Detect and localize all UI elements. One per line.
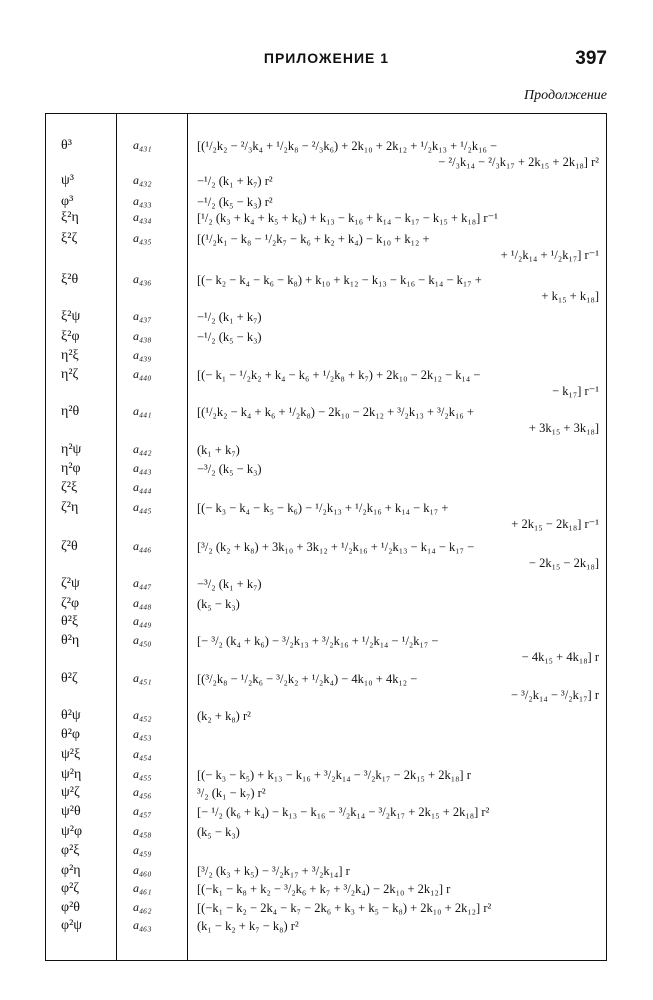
coefficient-cell: a₄₃₅ [133,231,152,245]
variable-cell: φ³ [61,194,74,209]
variable-cell: θ²ζ [61,671,78,686]
variable-cell: ψ³ [61,173,74,188]
continued-label: Продолжение [524,88,607,103]
variable-cell: ξ²η [61,210,79,225]
variable-cell: ψ²η [61,767,82,782]
expression-cell [197,767,599,783]
coefficient-cell: a₄₅₂ [133,708,152,722]
expression-line: [− ¹/₂ (k₆ + k₄) − k₁₃ − k₁₆ − ³/₂k₁₄ − ³/₂k₁₇ + 2k₁₅ + 2k₁₈] r² [197,805,490,819]
expression-cell [197,309,599,325]
variable-cell: η²ζ [61,367,79,382]
coefficient-cell: a₄₃₂ [133,173,152,187]
variable-cell: η²φ [61,461,81,476]
expression-line: + ¹/₂k₁₄ + ¹/₂k₁₇] r⁻¹ [500,248,599,262]
expression-line: [(−k₁ − k₂ − 2k₄ − k₇ − 2k₆ + k₃ + k₅ − k₈) + 2k₁₀ + 2k₁₂] r² [197,901,492,915]
expression-cell [197,804,599,820]
variable-cell: θ²ξ [61,614,79,629]
coefficient-cell: a₄₄₈ [133,596,152,610]
variable-cell: η²ψ [61,442,82,457]
expression-line: + 3k₁₅ + 3k₁₈] [528,421,599,435]
coefficient-cell: a₄₄₁ [133,404,152,418]
page-header-title: ПРИЛОЖЕНИЕ 1 [263,50,390,66]
expression-line: + 2k₁₅ − 2k₁₈] r⁻¹ [511,517,599,531]
expression-line: [³/₂ (k₂ + k₈) + 3k₁₀ + 3k₁₂ + ¹/₂k₁₆ + ¹/₂k₁₃ − k₁₄ − k₁₇ − [197,540,475,554]
variable-cell: θ²ψ [61,708,81,723]
expression-line: − ³/₂k₁₄ − ³/₂k₁₇] r [510,688,599,702]
variable-cell: ζ²η [61,500,79,515]
expression-cell [197,576,599,592]
expression-cell [197,539,599,571]
coefficient-cell: a₄₄₇ [133,576,152,590]
expression-cell [197,596,599,612]
expression-line: − 2k₁₅ − 2k₁₈] [528,556,599,570]
coefficient-cell: a₄₄₄ [133,480,152,494]
expression-line: [(¹/₂k₂ − k₄ + k₆ + ¹/₂k₈) − 2k₁₀ − 2k₁₂ + ³/₂k₁₃ + ³/₂k₁₆ + [197,405,474,419]
expression-line: −¹/₂ (k₅ − k₃) [197,330,262,344]
expression-cell [197,881,599,897]
expression-cell [197,173,599,189]
coefficient-cell: a₄₅₅ [133,767,152,781]
coefficient-cell: a₄₃₄ [133,210,152,224]
expression-line: −¹/₂ (k₁ + k₇) r² [197,174,273,188]
coefficient-cell: a₄₆₀ [133,863,152,877]
variable-cell: η²ξ [61,348,79,363]
variable-cell: ζ²θ [61,539,78,554]
coefficient-cell: a₄₅₁ [133,671,152,685]
variable-cell: ψ²ξ [61,747,81,762]
variable-cell: φ²ζ [61,881,80,896]
variable-cell: θ²φ [61,727,80,742]
variable-cell: ψ²ζ [61,785,80,800]
coefficient-cell: a₄₅₇ [133,804,152,818]
expression-cell [197,863,599,879]
coefficient-cell: a₄₃₇ [133,309,152,323]
expression-line: − k₁₇] r⁻¹ [552,384,599,398]
variable-cell: ζ²ψ [61,576,80,591]
expression-line: [(−k₁ − k₈ + k₂ − ³/₂k₆ + k₇ + ³/₂k₄) − 2k₁₀ + 2k₁₂] r [197,882,451,896]
variable-cell: η²θ [61,404,80,419]
coefficient-cell: a₄₃₁ [133,138,152,152]
variable-cell: θ³ [61,138,72,153]
variable-cell: ζ²φ [61,596,80,611]
expression-cell [197,442,599,458]
coefficient-cell: a₄₆₃ [133,918,152,932]
coefficient-cell: a₄₄₀ [133,367,152,381]
coefficient-cell: a₄₄₆ [133,539,152,553]
coefficient-cell: a₄₃₈ [133,329,152,343]
expression-cell [197,367,599,399]
expression-cell [197,785,599,801]
expression-cell [197,900,599,916]
expression-line: [³/₂ (k₃ + k₅) − ³/₂k₁₇ + ³/₂k₁₄] r [197,864,350,878]
expression-line: (k₁ − k₂ + k₇ − k₈) r² [197,919,299,933]
coefficient-cell: a₄₅₀ [133,633,152,647]
expression-line: − ²/₃k₁₄ − ²/₃k₁₇ + 2k₁₅ + 2k₁₈] r² [438,155,599,169]
expression-cell [197,918,599,934]
expression-cell [197,633,599,665]
coefficient-cell: a₄₃₆ [133,272,152,286]
expression-line: −¹/₂ (k₁ + k₇) [197,310,262,324]
expression-line: + k₁₅ + k₁₈] [541,289,599,303]
coefficient-cell: a₄₄₃ [133,461,152,475]
variable-cell: φ²θ [61,900,80,915]
expression-line: −¹/₂ (k₅ − k₃) r² [197,195,273,209]
expression-line: [(³/₂k₈ − ¹/₂k₆ − ³/₂k₂ + ¹/₂k₄) − 4k₁₀ + 4k₁₂ − [197,672,418,686]
coefficient-cell: a₄₃₃ [133,194,152,208]
expression-line: [(− k₂ − k₄ − k₆ − k₈) + k₁₀ + k₁₂ − k₁₃ − k₁₆ − k₁₄ − k₁₇ + [197,273,482,287]
variable-cell: ψ²φ [61,824,83,839]
expression-cell [197,461,599,477]
variable-cell: φ²ψ [61,918,83,933]
expression-line: [(¹/₂k₁ − k₈ − ¹/₂k₇ − k₆ + k₂ + k₄) − k₁₀ + k₁₂ + [197,232,430,246]
variable-cell: ξ²ζ [61,231,78,246]
variable-cell: ξ²θ [61,272,79,287]
coefficient-cell: a₄₄₅ [133,500,152,514]
coefficient-cell: a₄₅₄ [133,747,152,761]
expression-line: −³/₂ (k₅ − k₃) [197,462,262,476]
variable-cell: φ²ξ [61,843,80,858]
expression-cell [197,210,599,226]
coefficient-cell: a₄₃₉ [133,348,152,362]
variable-cell: ξ²φ [61,329,80,344]
coefficient-cell: a₄₅₉ [133,843,152,857]
coefficient-cell: a₄₅₈ [133,824,152,838]
expression-line: (k₅ − k₃) [197,825,240,839]
expression-cell [197,194,599,210]
expression-line: (k₁ + k₇) [197,443,240,457]
coefficient-cell: a₄₆₂ [133,900,152,914]
expression-cell [197,671,599,703]
coefficient-cell: a₄₅₆ [133,785,152,799]
coefficient-cell: a₄₄₂ [133,442,152,456]
variable-cell: ζ²ξ [61,480,78,495]
expression-cell [197,329,599,345]
expression-cell [197,708,599,724]
expression-line: − 4k₁₅ + 4k₁₈] r [521,650,599,664]
expression-line: (k₅ − k₃) [197,597,240,611]
coefficient-cell: a₄₅₃ [133,727,152,741]
expression-line: [(¹/₂k₂ − ²/₃k₄ + ¹/₂k₈ − ²/₃k₆) + 2k₁₀ + 2k₁₂ + ¹/₂k₁₃ + ¹/₂k₁₆ − [197,139,498,153]
expression-line: ³/₂ (k₁ − k₇) r² [197,786,266,800]
expression-line: [− ³/₂ (k₄ + k₆) − ³/₂k₁₃ + ³/₂k₁₆ + ¹/₂k₁₄ − ¹/₂k₁₇ − [197,634,439,648]
coefficient-cell: a₄₆₁ [133,881,152,895]
expression-line: [(− k₁ − ¹/₂k₂ + k₄ − k₆ + ¹/₂k₈ + k₇) + 2k₁₀ − 2k₁₂ − k₁₄ − [197,368,481,382]
variable-cell: θ²η [61,633,80,648]
column-divider [187,113,188,961]
variable-cell: ψ²θ [61,804,81,819]
expression-line: [(− k₃ − k₄ − k₅ − k₆) − ¹/₂k₁₃ + ¹/₂k₁₆ + k₁₄ − k₁₇ + [197,501,449,515]
expression-line: (k₂ + k₈) r² [197,709,251,723]
expression-cell [197,824,599,840]
expression-line: [¹/₂ (k₃ + k₄ + k₅ + k₆) + k₁₃ − k₁₆ + k₁₄ − k₁₇ − k₁₅ + k₁₈] r⁻¹ [197,211,498,225]
expression-line: [(− k₃ − k₅) + k₁₃ − k₁₆ + ³/₂k₁₄ − ³/₂k₁₇ − 2k₁₅ + 2k₁₈] r [197,768,471,782]
page-number: 397 [575,48,607,69]
expression-line: −³/₂ (k₁ + k₇) [197,577,262,591]
expression-cell [197,231,599,263]
expression-cell [197,500,599,532]
coefficient-cell: a₄₄₉ [133,614,152,628]
column-divider [116,113,117,961]
variable-cell: ξ²ψ [61,309,81,324]
expression-cell [197,138,599,170]
expression-cell [197,272,599,304]
variable-cell: φ²η [61,863,81,878]
expression-cell [197,404,599,436]
